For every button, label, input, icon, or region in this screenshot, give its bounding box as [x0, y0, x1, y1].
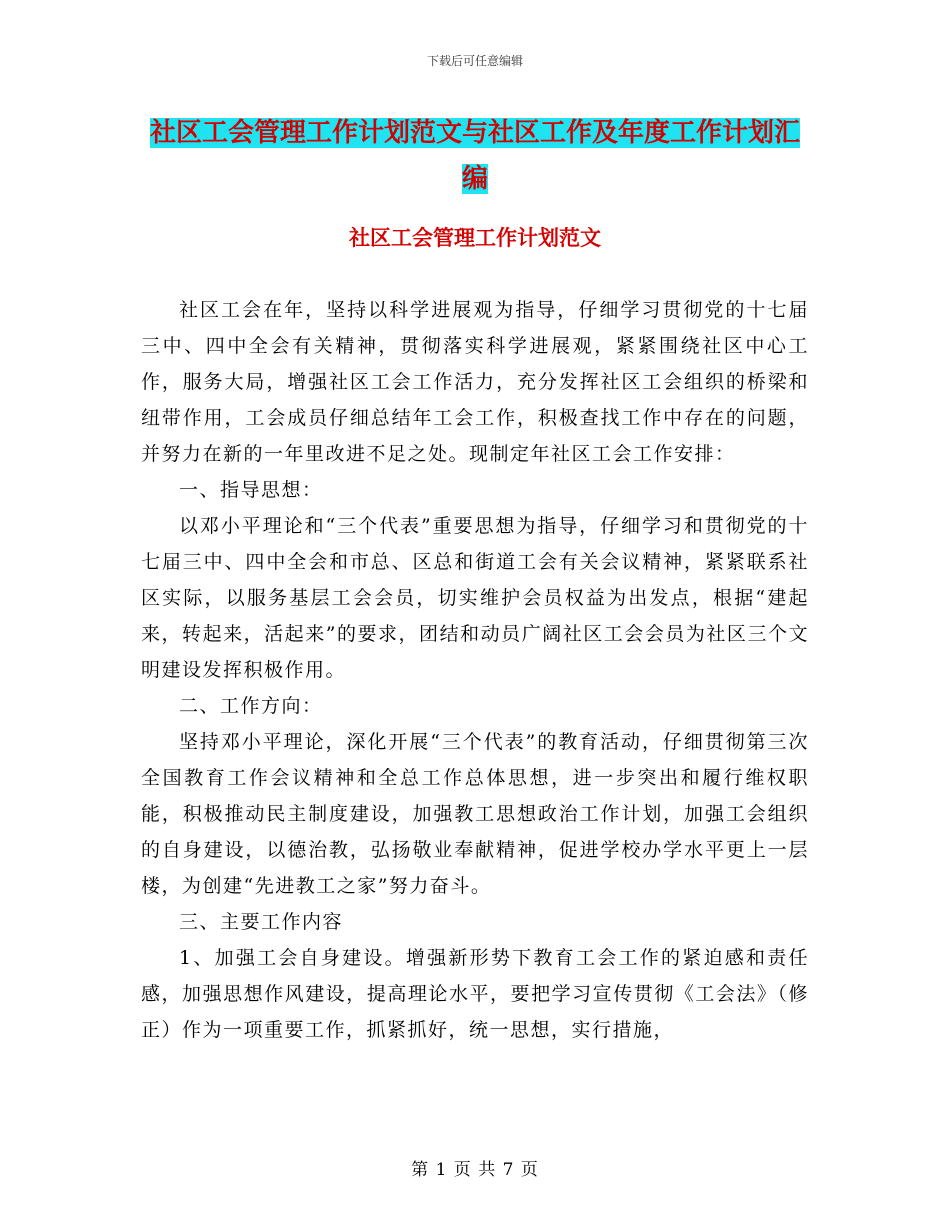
heading-guiding-ideology: 一、指导思想：: [179, 479, 323, 501]
heading-main-work: 三、主要工作内容: [179, 911, 344, 933]
document-title-text: 社区工会管理工作计划范文与社区工作及年度工作计划汇编: [149, 118, 800, 194]
paragraph: 以邓小平理论和“三个代表”重要思想为指导，仔细学习和贯彻党的十七届三中、四中全会和市总、区总和街道工会有关会议精神，紧紧联系社区实际，以服务基层工会会员，切实维护会员权益为出发点，根据“建起来，转起来，活起来”的要求，团结和动员广阔社区工会会员为社区三个文明建设发挥积极作用。: [141, 515, 809, 681]
section-title: 社区工会管理工作计划范文: [349, 226, 601, 250]
document-body: [141, 292, 809, 1048]
header-note: 下载后可任意编辑: [426, 54, 523, 68]
document-title: [140, 110, 810, 202]
paragraph: 坚持邓小平理论，深化开展“三个代表”的教育活动，仔细贯彻第三次全国教育工作会议精神和全总工作总体思想，进一步突出和履行维权职能，积极推动民主制度建设，加强教工思想政治工作计划，加强工会组织的自身建设，以德治教，弘扬敬业奉献精神，促进学校办学水平更上一层楼，为创建“先进教工之家”努力奋斗。: [141, 731, 809, 897]
paragraph: 1、加强工会自身建设。增强新形势下教育工会工作的紧迫感和责任感，加强思想作风建设，提高理论水平，要把学习宣传贯彻《工会法》（修正）作为一项重要工作，抓紧抓好，统一思想，实行措施，: [141, 947, 809, 1041]
paragraph: 社区工会在年，坚持以科学进展观为指导，仔细学习贯彻党的十七届三中、四中全会有关精神，贯彻落实科学进展观，紧紧围绕社区中心工作，服务大局，增强社区工会工作活力，充分发挥社区工会组织的桥梁和纽带作用，工会成员仔细总结年工会工作，积极查找工作中存在的问题，并努力在新的一年里改进不足之处。现制定年社区工会工作安排：: [141, 299, 809, 465]
page-number: 第 1 页 共 7 页: [411, 1160, 539, 1180]
heading-work-direction: 二、工作方向：: [179, 695, 323, 717]
